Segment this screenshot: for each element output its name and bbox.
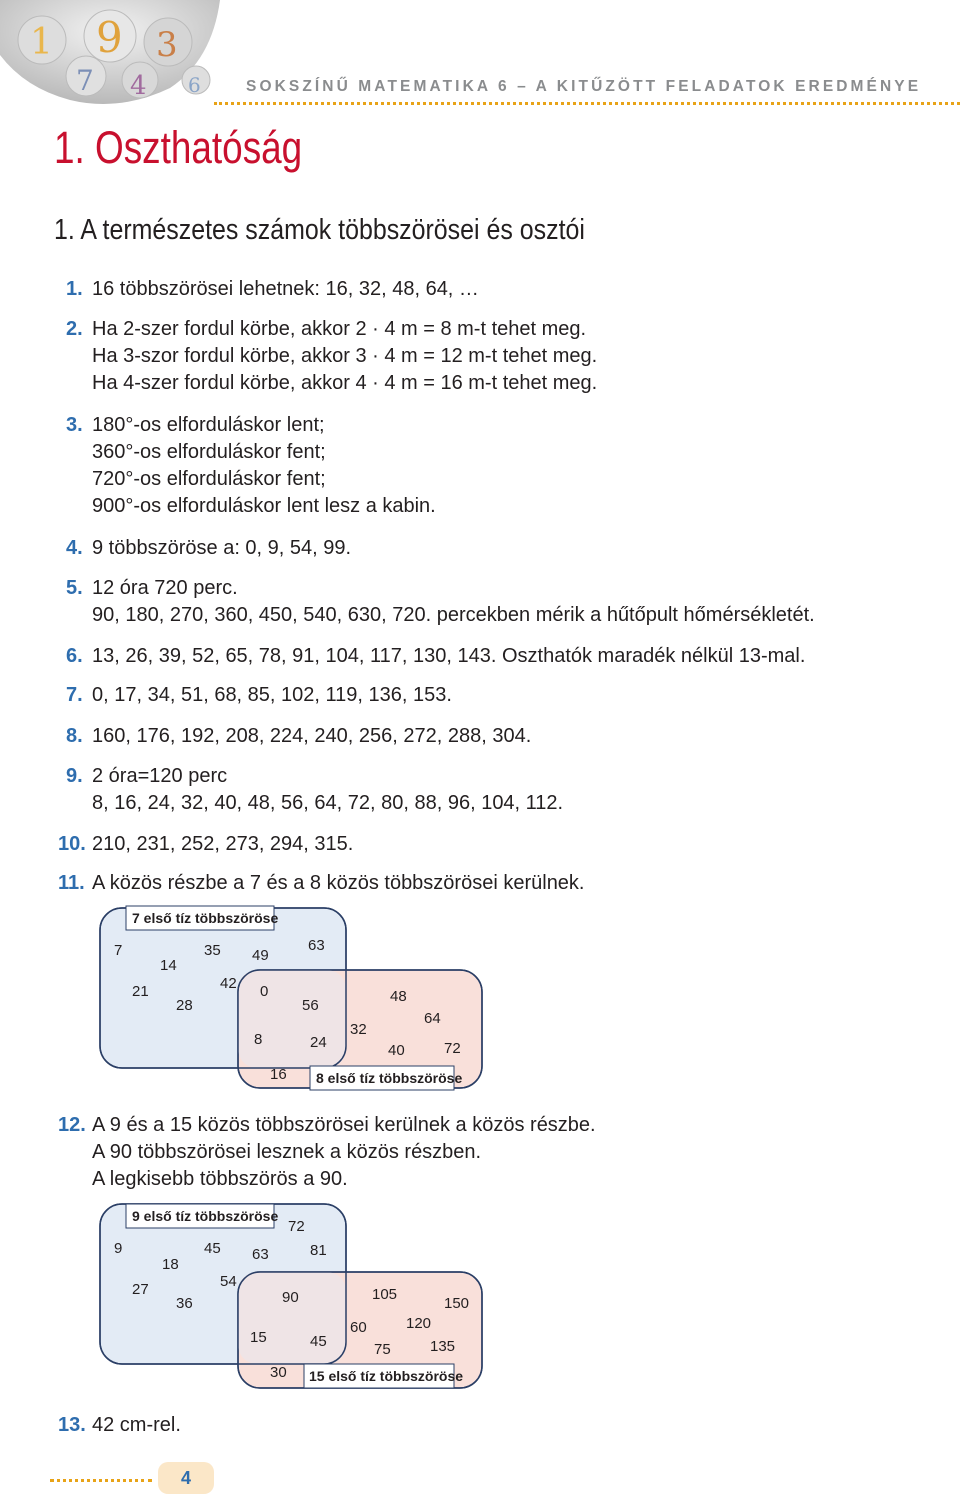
venn-number: 64 (424, 1010, 441, 1027)
answer-number: 2. (66, 318, 83, 340)
answer-line: 360°-os elforduláskor fent; (92, 441, 326, 463)
answer-number: 7. (66, 684, 83, 706)
venn-number: 90 (282, 1289, 299, 1306)
decorative-number-balls-logo (0, 0, 220, 108)
venn-number: 63 (252, 1246, 269, 1263)
book-title-header: SOKSZÍNŰ MATEMATIKA 6 – A KITŰZÖTT FELADATOK EREDMÉNYE (246, 78, 922, 95)
venn-diagram-7-8 (96, 904, 496, 1094)
venn-number: 16 (270, 1066, 287, 1083)
svg-text:4: 4 (130, 71, 147, 101)
answer-number: 4. (66, 537, 83, 559)
answer-line: A legkisebb többszörös a 90. (92, 1168, 348, 1190)
answer-line: 9 többszöröse a: 0, 9, 54, 99. (92, 537, 352, 559)
answer-number: 9. (66, 765, 83, 787)
answer-line: A 90 többszörösei lesznek a közös részben. (92, 1141, 482, 1163)
venn-number: 32 (350, 1021, 367, 1038)
set-label-9: 9 első tíz többszöröse (132, 1208, 279, 1224)
svg-text:1: 1 (30, 22, 53, 63)
chapter-title: 1. Oszthatóság (54, 122, 303, 173)
answer-line: 13, 26, 39, 52, 65, 78, 91, 104, 117, 130, 143. Oszthatók maradék nélkül 13-mal. (92, 645, 806, 667)
answer-line: 900°-os elforduláskor lent lesz a kabin. (92, 495, 436, 517)
answer-number: 12. (58, 1114, 86, 1136)
venn-number: 8 (254, 1031, 263, 1048)
venn-number: 7 (114, 942, 123, 959)
answer-number: 13. (58, 1414, 86, 1436)
answer-line: 8, 16, 24, 32, 40, 48, 56, 64, 72, 80, 88, 96, 104, 112. (92, 792, 564, 814)
venn-number: 75 (374, 1341, 391, 1358)
venn-number: 21 (132, 983, 149, 1000)
svg-text:9: 9 (96, 13, 123, 62)
answer-line: 180°-os elforduláskor lent; (92, 414, 325, 436)
set-label-8: 8 első tíz többszöröse (316, 1070, 463, 1086)
venn-number: 105 (372, 1286, 398, 1303)
answer-number: 3. (66, 414, 83, 436)
answer-number: 11. (58, 872, 85, 894)
venn-diagram-9-15 (96, 1200, 496, 1396)
venn-number: 9 (114, 1240, 123, 1257)
header-dotted-divider (214, 102, 960, 105)
answer-line: A közös részbe a 7 és a 8 közös többszörösei kerülnek. (92, 872, 585, 894)
venn-number: 35 (204, 942, 221, 959)
venn-number: 81 (310, 1242, 327, 1259)
venn-number: 135 (430, 1338, 456, 1355)
answer-number: 6. (66, 645, 83, 667)
svg-text:7: 7 (76, 64, 94, 97)
venn-number: 48 (390, 988, 407, 1005)
venn-number: 15 (250, 1329, 267, 1346)
footer-dotted-divider (50, 1479, 152, 1482)
venn-number: 40 (388, 1042, 405, 1059)
answer-line: 0, 17, 34, 51, 68, 85, 102, 119, 136, 153. (92, 684, 452, 706)
answer-line: Ha 3-szor fordul körbe, akkor 3 · 4 m = 12 m-t tehet meg. (92, 345, 598, 367)
venn-number: 42 (220, 975, 237, 992)
venn-number: 54 (220, 1273, 237, 1290)
answer-line: 2 óra=120 perc (92, 765, 228, 787)
svg-text:3: 3 (156, 25, 178, 65)
answer-line: 16 többszörösei lehetnek: 16, 32, 48, 64, … (92, 278, 479, 300)
answer-number: 5. (66, 577, 83, 599)
venn-number: 150 (444, 1295, 470, 1312)
answer-number: 10. (58, 833, 86, 855)
venn-number: 30 (270, 1364, 287, 1381)
page-number: 4 (158, 1462, 214, 1494)
venn-number: 120 (406, 1315, 432, 1332)
answer-line: 12 óra 720 perc. (92, 577, 238, 599)
venn-number: 45 (310, 1333, 327, 1350)
answer-line: Ha 4-szer fordul körbe, akkor 4 · 4 m = 16 m-t tehet meg. (92, 372, 598, 394)
venn-number: 27 (132, 1281, 149, 1298)
venn-number: 18 (162, 1256, 179, 1273)
answer-line: 720°-os elforduláskor fent; (92, 468, 326, 490)
answer-number: 8. (66, 725, 83, 747)
venn-number: 0 (260, 983, 269, 1000)
venn-number: 14 (160, 957, 177, 974)
venn-number: 60 (350, 1319, 367, 1336)
venn-number: 72 (288, 1218, 305, 1235)
answer-line: 210, 231, 252, 273, 294, 315. (92, 833, 354, 855)
answer-number: 1. (66, 278, 83, 300)
svg-text:6: 6 (188, 73, 201, 97)
set-label-15: 15 első tíz többszöröse (309, 1368, 464, 1384)
answer-line: 160, 176, 192, 208, 224, 240, 256, 272, 288, 304. (92, 725, 532, 747)
venn-number: 49 (252, 947, 269, 964)
venn-number: 36 (176, 1295, 193, 1312)
venn-number: 63 (308, 937, 325, 954)
venn-number: 28 (176, 997, 193, 1014)
answer-line: 42 cm-rel. (92, 1414, 181, 1436)
set-label-7: 7 első tíz többszöröse (132, 910, 279, 926)
section-title: 1. A természetes számok többszörösei és osztói (54, 214, 585, 246)
venn-number: 56 (302, 997, 319, 1014)
venn-number: 24 (310, 1034, 327, 1051)
answer-line: 90, 180, 270, 360, 450, 540, 630, 720. percekben mérik a hűtőpult hőmérsékletét. (92, 604, 815, 626)
answer-line: A 9 és a 15 közös többszörösei kerülnek a közös részbe. (92, 1114, 596, 1136)
answer-line: Ha 2-szer fordul körbe, akkor 2 · 4 m = 8 m-t tehet meg. (92, 318, 587, 340)
venn-number: 45 (204, 1240, 221, 1257)
venn-number: 72 (444, 1040, 461, 1057)
